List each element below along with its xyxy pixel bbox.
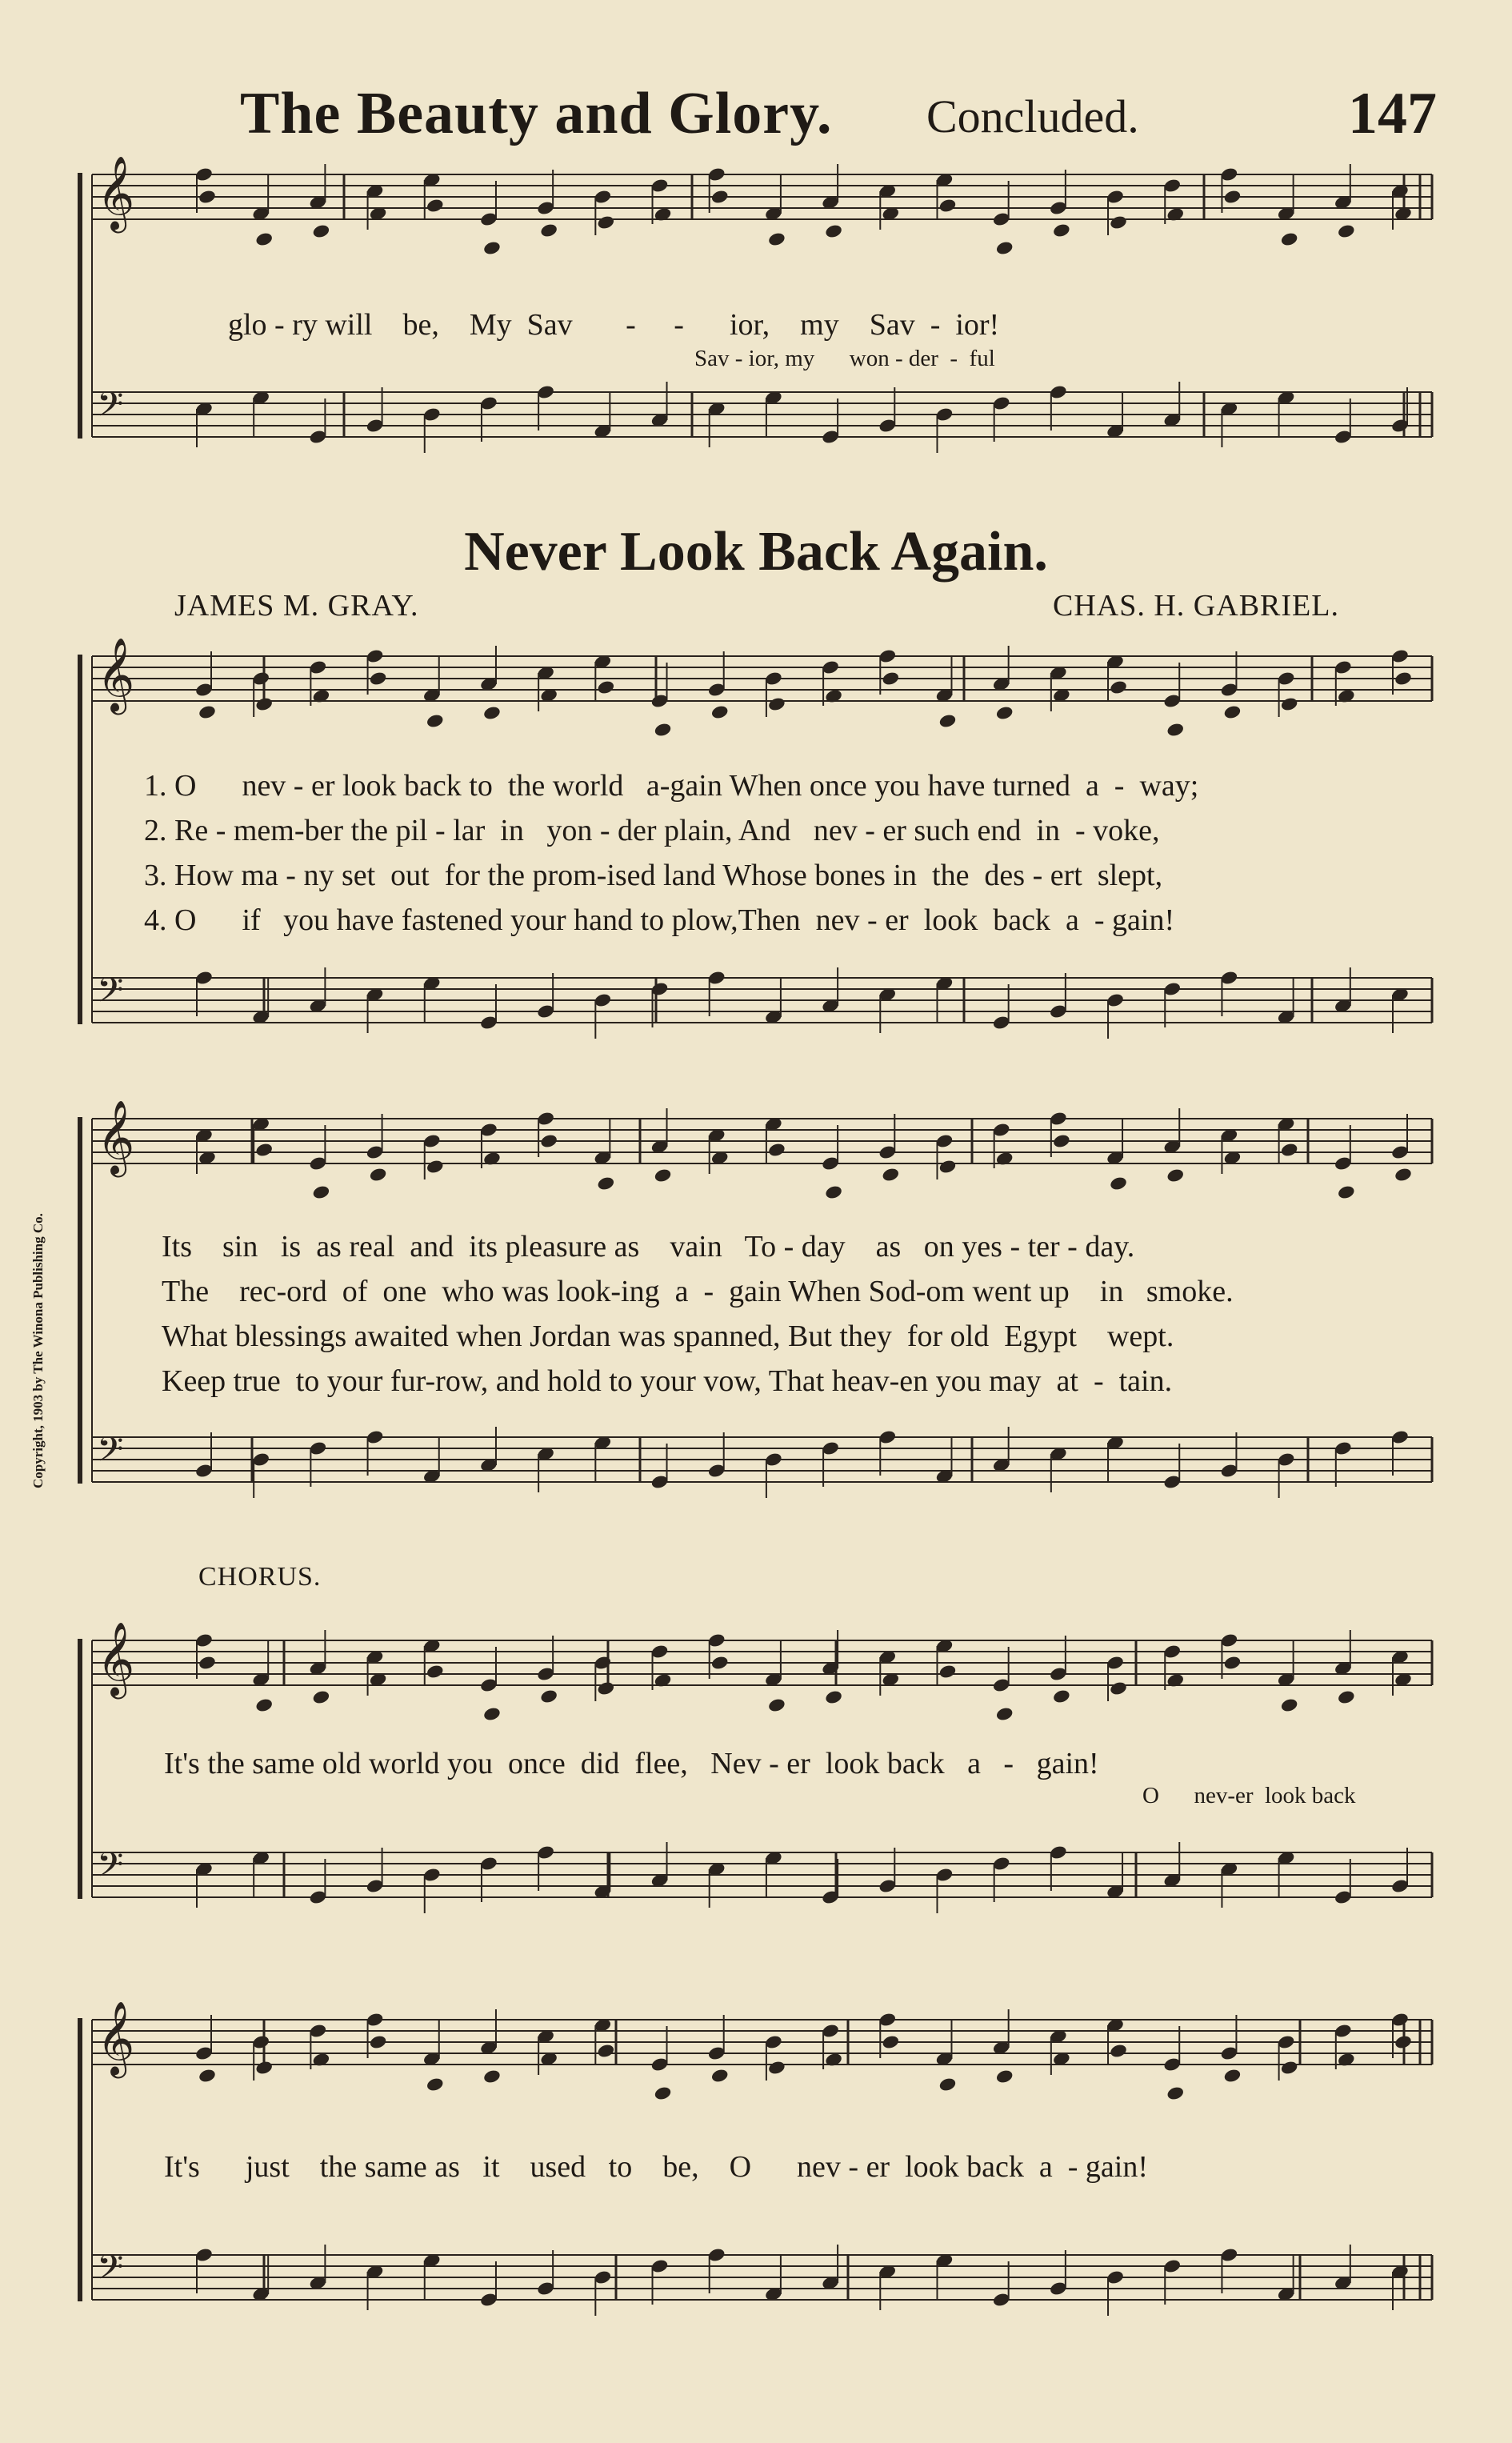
note-head <box>482 1706 502 1722</box>
verse-3-line-1: 3. How ma - ny set out for the prom-ised land Whose bones in the des - ert slept, <box>144 859 1163 892</box>
bass-clef-icon: 𝄢 <box>97 385 124 433</box>
note-head <box>1109 679 1128 695</box>
note-head <box>254 1142 274 1158</box>
page-header-title: The Beauty and Glory. <box>240 81 833 146</box>
note-head <box>369 671 388 687</box>
note-head <box>881 671 900 687</box>
note-head <box>710 1655 730 1671</box>
note-head <box>482 705 502 721</box>
note-head <box>426 1159 445 1175</box>
bass-clef-icon: 𝄢 <box>97 1430 124 1478</box>
note-head <box>597 1175 616 1191</box>
note-head <box>824 1689 843 1705</box>
note-head <box>654 1167 673 1183</box>
first-song-lyric: glo - ry will be, My Sav - - ior, my Sav - ior! <box>228 308 1000 342</box>
note-head <box>938 1159 958 1175</box>
bass-clef-icon: 𝄢 <box>97 2248 124 2296</box>
note-head <box>1052 1133 1071 1149</box>
verse-1-line-1: 1. O nev - er look back to the world a-gain When once you have turned a - way; <box>144 769 1199 803</box>
verse-1-line-2: Its sin is as real and its pleasure as vain To - day as on yes - ter - day. <box>162 1230 1135 1264</box>
note-head <box>1280 696 1299 712</box>
note-head <box>995 2069 1014 2085</box>
words-by: JAMES M. GRAY. <box>174 589 419 623</box>
chorus-line-1: It's the same old world you once did flee, Nev - er look back a - gain! <box>164 1747 1099 1780</box>
note-head <box>1394 1167 1413 1183</box>
note-head <box>710 2068 730 2084</box>
note-head <box>426 198 445 214</box>
note-head <box>767 2060 786 2076</box>
page-number: 147 <box>1348 81 1437 146</box>
verse-4-line-2: Keep true to your fur-row, and hold to your vow, That heav-en you may at - tain. <box>162 1364 1173 1398</box>
note-head <box>1280 231 1299 247</box>
chorus-bass-words: O nev-er look back <box>1142 1783 1356 1808</box>
note-head <box>710 189 730 205</box>
verse-2-line-1: 2. Re - mem-ber the pil - lar in yon - der plain, And nev - er such end in - voke, <box>144 814 1160 847</box>
note-head <box>1109 2043 1128 2059</box>
note-head <box>824 223 843 239</box>
note-head <box>995 1706 1014 1722</box>
verse-4-line-1: 4. O if you have fastened your hand to plow,Then nev - er look back a - gain! <box>144 903 1175 937</box>
note-head <box>1166 722 1185 738</box>
note-head <box>995 705 1014 721</box>
note-head <box>881 2034 900 2050</box>
copyright-notice: Copyright, 1903 by The Winona Publishing Co. <box>30 1213 46 1488</box>
note-head <box>312 1184 331 1200</box>
note-head <box>482 2069 502 2085</box>
note-head <box>369 1167 388 1183</box>
note-head <box>1280 1697 1299 1713</box>
note-head <box>1109 1175 1128 1191</box>
treble-clef-icon: 𝄞 <box>97 637 135 711</box>
treble-clef-icon: 𝄞 <box>97 155 135 230</box>
note-head <box>426 2077 445 2093</box>
chorus-label: CHORUS. <box>198 1562 322 1592</box>
verse-2-line-2: The rec-ord of one who was look-ing a - gain When Sod-om went up in smoke. <box>162 1275 1234 1308</box>
song-title: Never Look Back Again. <box>464 521 1048 583</box>
first-song-alto-words: Sav - ior, my won - der - ful <box>694 346 995 371</box>
note-head <box>1223 704 1242 720</box>
note-head <box>254 1697 274 1713</box>
note-head <box>312 1689 331 1705</box>
note-head <box>881 1167 900 1183</box>
note-head <box>767 1142 786 1158</box>
note-head <box>1223 2068 1242 2084</box>
note-head <box>539 1133 558 1149</box>
note-head <box>767 696 786 712</box>
note-head <box>198 2068 217 2084</box>
note-head <box>1394 671 1413 687</box>
treble-clef-icon: 𝄞 <box>97 1099 135 1174</box>
bass-clef-icon: 𝄢 <box>97 971 124 1019</box>
note-head <box>482 240 502 256</box>
note-head <box>710 704 730 720</box>
note-head <box>1337 1184 1356 1200</box>
note-head <box>254 696 274 712</box>
treble-clef-icon: 𝄞 <box>97 1621 135 1696</box>
note-head <box>1223 189 1242 205</box>
note-head <box>426 713 445 729</box>
note-head <box>254 231 274 247</box>
note-head <box>938 1664 958 1680</box>
note-head <box>597 1680 616 1696</box>
verse-3-line-2: What blessings awaited when Jordan was spanned, But they for old Egypt wept. <box>162 1320 1174 1353</box>
note-head <box>767 231 786 247</box>
note-head <box>539 222 558 238</box>
treble-clef-icon: 𝄞 <box>97 2000 135 2075</box>
note-head <box>369 2034 388 2050</box>
note-head <box>767 1697 786 1713</box>
note-head <box>1223 1655 1242 1671</box>
note-head <box>938 713 958 729</box>
note-head <box>1337 223 1356 239</box>
note-head <box>597 2043 616 2059</box>
note-head <box>1166 1167 1185 1183</box>
note-head <box>1052 1688 1071 1704</box>
chorus-line-2: It's just the same as it used to be, O nev - er look back a - gain! <box>164 2150 1148 2184</box>
note-head <box>426 1664 445 1680</box>
note-head <box>1052 222 1071 238</box>
note-head <box>1166 2085 1185 2101</box>
note-head <box>539 1688 558 1704</box>
bass-clef-icon: 𝄢 <box>97 1845 124 1893</box>
note-head <box>1280 1142 1299 1158</box>
music-by: CHAS. H. GABRIEL. <box>1053 589 1339 623</box>
note-head <box>198 1655 217 1671</box>
note-head <box>1109 214 1128 230</box>
note-head <box>1337 1689 1356 1705</box>
note-head <box>1109 1680 1128 1696</box>
page-header-subtitle: Concluded. <box>926 90 1139 142</box>
note-head <box>597 679 616 695</box>
note-head <box>654 2085 673 2101</box>
note-head <box>654 722 673 738</box>
note-head <box>198 704 217 720</box>
note-head <box>198 189 217 205</box>
note-head <box>254 2060 274 2076</box>
note-head <box>938 2077 958 2093</box>
note-head <box>312 223 331 239</box>
note-head <box>1280 2060 1299 2076</box>
note-head <box>938 198 958 214</box>
note-head <box>597 214 616 230</box>
note-head <box>1394 2034 1413 2050</box>
note-head <box>824 1184 843 1200</box>
note-head <box>995 240 1014 256</box>
